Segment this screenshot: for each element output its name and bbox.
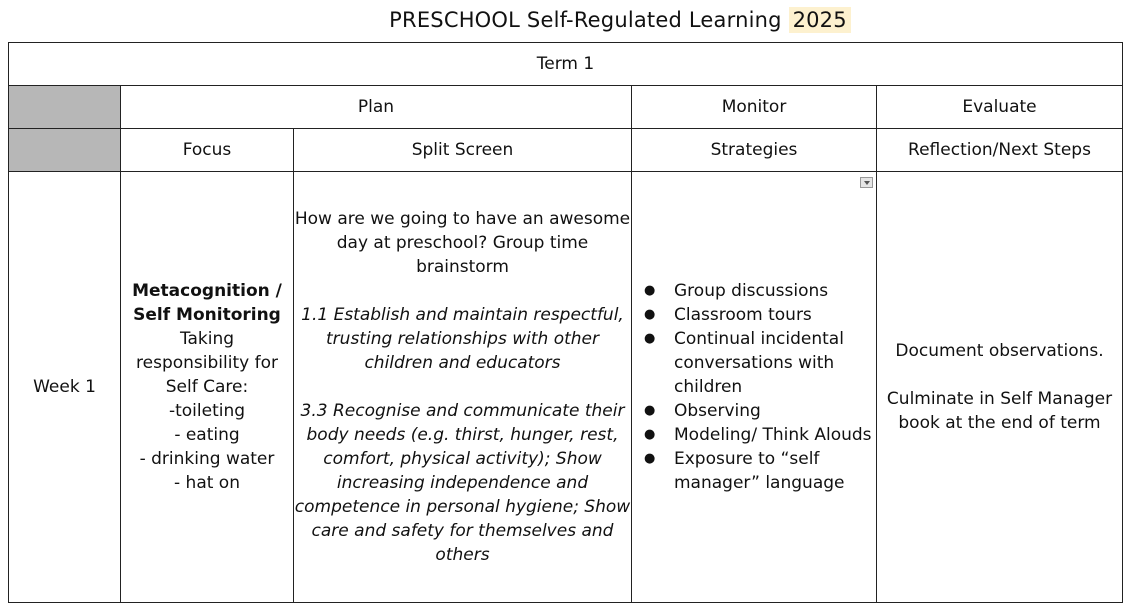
strategy-text: Observing <box>674 401 761 421</box>
strategy-text: Modeling/ Think Alouds <box>674 425 872 445</box>
list-item <box>644 447 876 495</box>
plan-header: Plan <box>121 86 632 129</box>
focus-line: - drinking water <box>139 449 275 469</box>
focus-line: Taking responsibility for Self Care: <box>136 329 278 397</box>
bullet-icon: ● <box>644 427 656 442</box>
bullet-icon: ● <box>644 307 656 322</box>
bullet-icon: ● <box>644 283 656 298</box>
strategies-list <box>632 279 876 495</box>
strategy-text: Exposure to “self manager” language <box>674 449 845 493</box>
list-item <box>644 327 876 399</box>
reflection-text: Culminate in Self Manager book at the end of term <box>886 389 1113 433</box>
bullet-icon: ● <box>644 451 656 466</box>
learning-outcome: 3.3 Recognise and communicate their body needs (e.g. thirst, hunger, rest, comfort, physical activity); Show increasing independence and competence in personal hygiene; Show care and safety for themselves and others <box>294 401 631 565</box>
list-item <box>644 399 876 423</box>
document-title <box>0 8 1128 32</box>
focus-cell[interactable] <box>121 172 294 603</box>
focus-line: -toileting <box>168 401 246 421</box>
split-intro: How are we going to have an awesome day at preschool? Group time brainstorm <box>294 209 631 277</box>
focus-header: Focus <box>121 129 294 172</box>
bullet-icon: ● <box>644 331 656 346</box>
focus-line: - hat on <box>174 473 240 493</box>
evaluate-header: Evaluate <box>877 86 1123 129</box>
term-header: Term 1 <box>9 43 1123 86</box>
blank-grey-cell <box>9 129 121 172</box>
reflection-header: Reflection/Next Steps <box>877 129 1123 172</box>
learning-plan-table <box>8 42 1123 603</box>
strategy-text: Continual incidental conversations with children <box>674 329 844 397</box>
blank-grey-cell <box>9 86 121 129</box>
strategies-cell[interactable] <box>632 172 877 603</box>
dropdown-arrow-icon[interactable] <box>860 177 873 188</box>
split-screen-cell[interactable] <box>294 172 632 603</box>
reflection-text: Document observations. <box>895 341 1104 361</box>
monitor-header: Monitor <box>632 86 877 129</box>
list-item <box>644 279 876 303</box>
list-item <box>644 423 876 447</box>
strategy-text: Group discussions <box>674 281 829 301</box>
week-label: Week 1 <box>9 172 121 603</box>
bullet-icon: ● <box>644 403 656 418</box>
focus-title: Metacognition / Self Monitoring <box>132 281 282 325</box>
learning-outcome: 1.1 Establish and maintain respectful, trusting relationships with other children and educators <box>301 305 624 373</box>
focus-list <box>121 327 293 495</box>
strategies-header: Strategies <box>632 129 877 172</box>
split-screen-header: Split Screen <box>294 129 632 172</box>
title-year-highlight: 2025 <box>789 7 851 33</box>
strategy-text: Classroom tours <box>674 305 812 325</box>
list-item <box>644 303 876 327</box>
title-text: PRESCHOOL Self-Regulated Learning <box>389 8 782 32</box>
focus-line: - eating <box>174 425 240 445</box>
reflection-cell[interactable] <box>877 172 1123 603</box>
